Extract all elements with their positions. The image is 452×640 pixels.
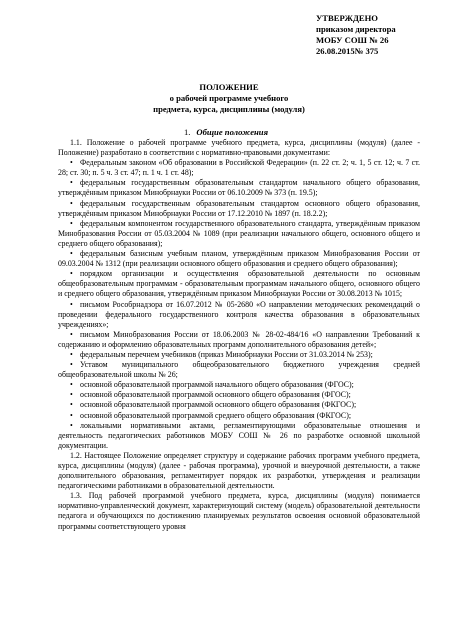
approval-line-4: 26.08.2015№ 375 xyxy=(316,46,379,56)
list-item xyxy=(58,330,420,350)
list-item-text: локальными нормативными актами, регламентирующими образовательные отношения и деятельность педагогических работников МОБУ СОШ № 26 по разработке основной школьной документации. xyxy=(58,420,420,450)
bullet-marker: • xyxy=(70,420,73,430)
list-item-text: федеральным компонентом государственного образовательного стандарта, утверждённым приказом Минобразования России от 05.03.2004 № 1089 (при реализации начального общего, основного общего и среднего общего образования); xyxy=(58,218,420,248)
list-item xyxy=(58,360,420,380)
document-title xyxy=(110,82,348,115)
bullet-marker: • xyxy=(70,349,73,359)
paragraph-1-3: 1.3. Под рабочей программой учебного предмета, курса, дисциплины (модуля) понимается нормативно-управленческий документ, характеризующий систему (модель) образовательной деятельности педагога и обучающихся по достижению планируемых результатов освоения основной образовательной программы соответствующего уровня xyxy=(58,491,420,531)
bullet-marker: • xyxy=(70,400,73,410)
approval-line-3: МОБУ СОШ № 26 xyxy=(316,35,389,45)
list-item-text: основной образовательной программой основного общего образования (ФКГОС); xyxy=(80,400,357,410)
list-item xyxy=(58,158,420,178)
legal-basis-list xyxy=(58,158,420,451)
list-item-text: федеральным государственным образовательным стандартом основного общего образования, утверждённым приказом Минобрнауки России от 17.12.2010 № 1897 (п. 18.2.2); xyxy=(58,198,420,218)
list-item-text: основной образовательной программой среднего общего образования (ФКГОС); xyxy=(80,410,352,420)
list-item xyxy=(58,178,420,198)
list-item xyxy=(58,390,420,400)
bullet-marker: • xyxy=(70,158,73,168)
approval-stamp xyxy=(316,13,396,57)
list-item-text: основной образовательной программой основного общего образования (ФГОС); xyxy=(80,390,351,400)
list-item xyxy=(58,411,420,421)
section-title: Общие положения xyxy=(196,127,269,137)
list-item xyxy=(58,400,420,410)
list-item-text: письмом Рособрнадзора от 16.07.2012 № 05-2680 «О направлении методических рекомендаций о проведении федерального государственного контроля качества образования в образовательных учреждениях»; xyxy=(58,299,420,329)
list-item-text: основной образовательной программой начального общего образования (ФГОС); xyxy=(80,380,354,390)
title-line-2: о рабочей программе учебного xyxy=(169,93,289,103)
list-item-text: федеральным перечнем учебников (приказ Минобрнауки России от 31.03.2014 № 253); xyxy=(80,349,373,359)
list-item xyxy=(58,421,420,451)
bullet-marker: • xyxy=(70,269,73,279)
list-item-text: Уставом муниципального общеобразовательного бюджетного учреждения средней общеобразовательной школы № 26; xyxy=(58,360,420,380)
bullet-marker: • xyxy=(70,410,73,420)
paragraph-1-2: 1.2. Настоящее Положение определяет структуру и содержание рабочих программ учебного предмета, курса, дисциплины (модуля) (далее - рабочая программа), урочной и внеурочной деятельности, а также дополнительного образования, регламентирует порядок их разработки, утверждения и реализации педагогическими работниками в образовательной деятельности. xyxy=(58,450,420,491)
list-item-text: федеральным государственным образовательным стандартом начального общего образования, утверждённым приказом Минобрнауки России от 06.10.2009 № 373 (п. 19.5); xyxy=(58,178,420,198)
section-heading xyxy=(0,127,452,138)
approval-line-1: УТВЕРЖДЕНО xyxy=(316,13,378,23)
bullet-marker: • xyxy=(70,380,73,390)
bullet-marker: • xyxy=(70,218,73,228)
list-item-text: письмом Минобразования России от 18.06.2003 № 28-02-484/16 «О направлении Требований к содержанию и оформлению образовательных программ дополнительного образования детей»; xyxy=(58,329,420,349)
list-item xyxy=(58,249,420,269)
bullet-marker: • xyxy=(70,360,73,370)
document-body xyxy=(58,138,420,532)
title-line-1: ПОЛОЖЕНИЕ xyxy=(199,82,259,92)
list-item xyxy=(58,350,420,360)
list-item-text: порядком организации и осуществления образовательной деятельности по основным общеобразовательным программам - образовательным программам начального общего, основного общего и среднего общего образования, утверждённым приказом Минобрнауки России от 30.08.2013 № 1015; xyxy=(58,269,420,299)
list-item xyxy=(58,269,420,299)
list-item xyxy=(58,380,420,390)
bullet-marker: • xyxy=(70,390,73,400)
section-number: 1. xyxy=(183,127,191,137)
list-item-text: федеральным базисным учебным планом, утверждённым приказом Минобразования России от 09.03.2004 № 1312 (при реализации основного общего образования и среднего общего образования); xyxy=(58,249,420,269)
bullet-marker: • xyxy=(70,178,73,188)
bullet-marker: • xyxy=(70,329,73,339)
list-item xyxy=(58,219,420,249)
list-item xyxy=(58,199,420,219)
bullet-marker: • xyxy=(70,299,73,309)
list-item-text: Федеральным законом «Об образовании в Российской Федерации» (п. 22 ст. 2; ч. 1, 5 ст. 12; ч. 7 ст. 28; ст. 30; п. 5 ч. 3 ст. 47; п. 1 ч. 1 ст. 48); xyxy=(58,158,420,178)
list-item xyxy=(58,300,420,330)
title-line-3: предмета, курса, дисциплины (модуля) xyxy=(153,104,305,114)
approval-line-2: приказом директора xyxy=(316,24,396,34)
bullet-marker: • xyxy=(70,198,73,208)
bullet-marker: • xyxy=(70,249,73,259)
paragraph-1-1: 1.1. Положение о рабочей программе учебного предмета, курса, дисциплины (модуля) (далее - Положение) разработано в соответствии с нормативно-правовыми документами: xyxy=(58,138,420,158)
